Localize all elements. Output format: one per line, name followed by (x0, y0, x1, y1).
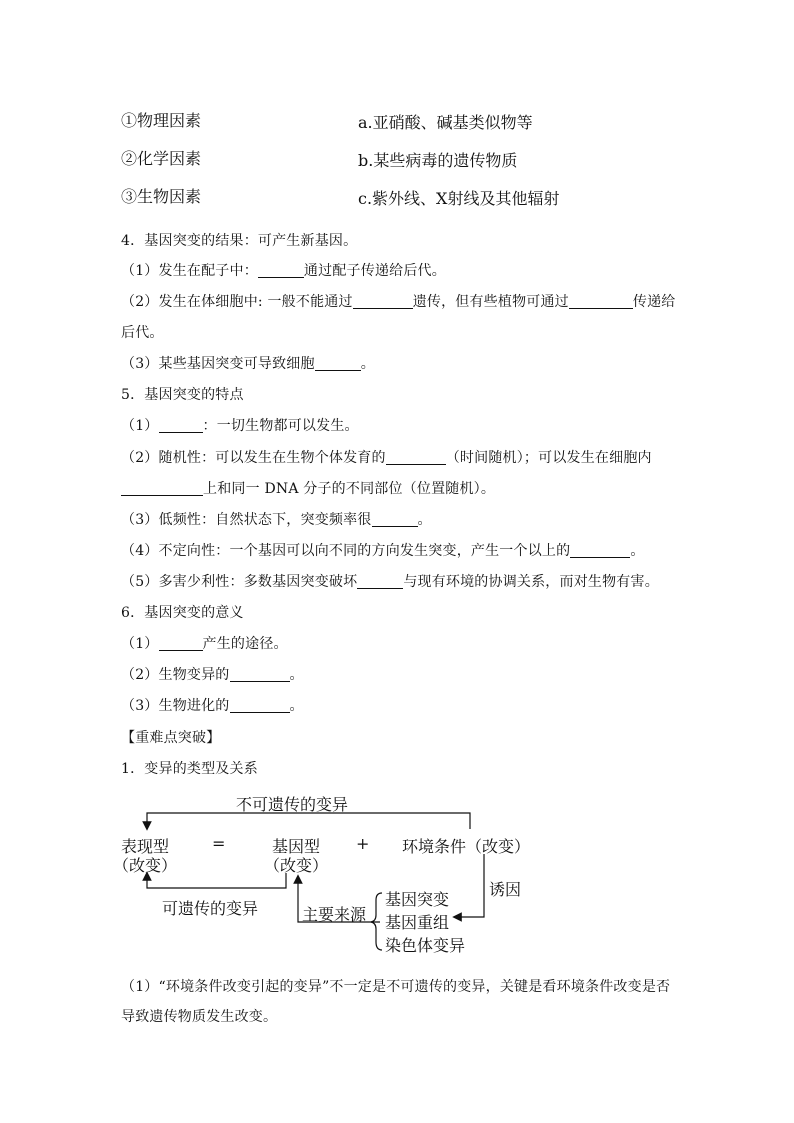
s5-l5-text2: 与现有环境的协调关系，而对生物有害。 (403, 574, 659, 590)
s4-l2-text2: 遗传，但有些植物可通过 (412, 294, 569, 310)
s5-l4-text: （4）不定向性：一个基因可以向不同的方向发生突变，产生一个以上的 (121, 543, 571, 559)
s6-l1-text: （1） (121, 636, 159, 652)
non-heritable-arrow (147, 813, 470, 829)
non-heritable-label: 不可遗传的变异 (236, 795, 349, 814)
match-right-b: b.某些病毒的遗传物质 (358, 151, 518, 170)
s4-title: 4．基因突变的结果：可产生新基因。 (121, 233, 358, 249)
s4-l2-text3: 传递给 (632, 294, 676, 310)
s6-l3-text: （3）生物进化的 (121, 698, 230, 714)
s4-line2-cont: 后代。 (121, 325, 164, 341)
s5-l3-text: （3）低频性：自然状态下，突变频率很 (121, 512, 372, 528)
s4-l2-text: （2）发生在体细胞中: 一般不能通过 (121, 294, 353, 310)
heritable-label: 可遗传的变异 (162, 899, 259, 918)
equals-sign: = (212, 834, 226, 853)
note-line-2: 导致遗传物质发生改变。 (121, 1009, 278, 1025)
match-left-1: ①物理因素 (121, 111, 202, 130)
genotype: 基因型 (272, 837, 321, 856)
plus-sign: + (356, 834, 370, 853)
s5-l2-text3: 上和同一 DNA 分子的不同部位（位置随机）。 (203, 481, 496, 497)
note-line-1: （1）“环境条件改变引起的变异”不一定是不可遗传的变异，关键是看环境条件改变是否 (121, 979, 671, 995)
item1-title: 1．变异的类型及关系 (121, 761, 258, 777)
s6-title: 6．基因突变的意义 (121, 605, 244, 621)
genotype-sub: （改变） (264, 856, 329, 875)
match-left-3: ③生物因素 (121, 187, 202, 206)
s6-l1-text2: 产生的途径。 (202, 636, 288, 652)
environment: 环境条件（改变） (402, 837, 531, 856)
s5-l2-text2: （时间随机）；可以发生在细胞内 (445, 450, 652, 466)
s4-l3-text: （3）某些基因突变可导致细胞 (121, 356, 315, 372)
s5-l3-text2: 。 (417, 512, 432, 528)
s6-l3-text2: 。 (289, 698, 304, 714)
main-source-label: 主要来源 (302, 905, 367, 924)
s5-l1-text: （1） (121, 418, 159, 434)
s4-l1-text2: 通过配子传递给后代。 (303, 263, 446, 279)
inducer-arrow (457, 854, 484, 917)
inducer-label: 诱因 (489, 880, 522, 899)
s5-l5-text: （5）多害少利性：多数基因突变破坏 (121, 574, 358, 590)
s5-title: 5．基因突变的特点 (121, 387, 244, 403)
s4-l1-text: （1）发生在配子中： (121, 263, 258, 279)
s4-l3-text2: 。 (360, 356, 375, 372)
match-right-a: a.亚硝酸、碱基类似物等 (358, 113, 533, 132)
s6-l2-text: （2）生物变异的 (121, 667, 230, 683)
section-header: 【重难点突破】 (121, 730, 221, 746)
source-gene-recombination: 基因重组 (385, 913, 450, 932)
source-chromosome-variation: 染色体变异 (385, 936, 466, 955)
s5-l1-text2: ：一切生物都可以发生。 (202, 418, 359, 434)
source-gene-mutation: 基因突变 (385, 890, 450, 909)
match-left-2: ②化学因素 (121, 149, 202, 168)
s5-l4-text2: 。 (630, 543, 645, 559)
s6-l2-text2: 。 (289, 667, 304, 683)
s5-l2-text: （2）随机性：可以发生在生物个体发育的 (121, 450, 386, 466)
match-right-c: c.紫外线、X射线及其他辐射 (358, 189, 560, 208)
phenotype-sub: （改变） (113, 856, 178, 875)
phenotype: 表现型 (121, 837, 170, 856)
